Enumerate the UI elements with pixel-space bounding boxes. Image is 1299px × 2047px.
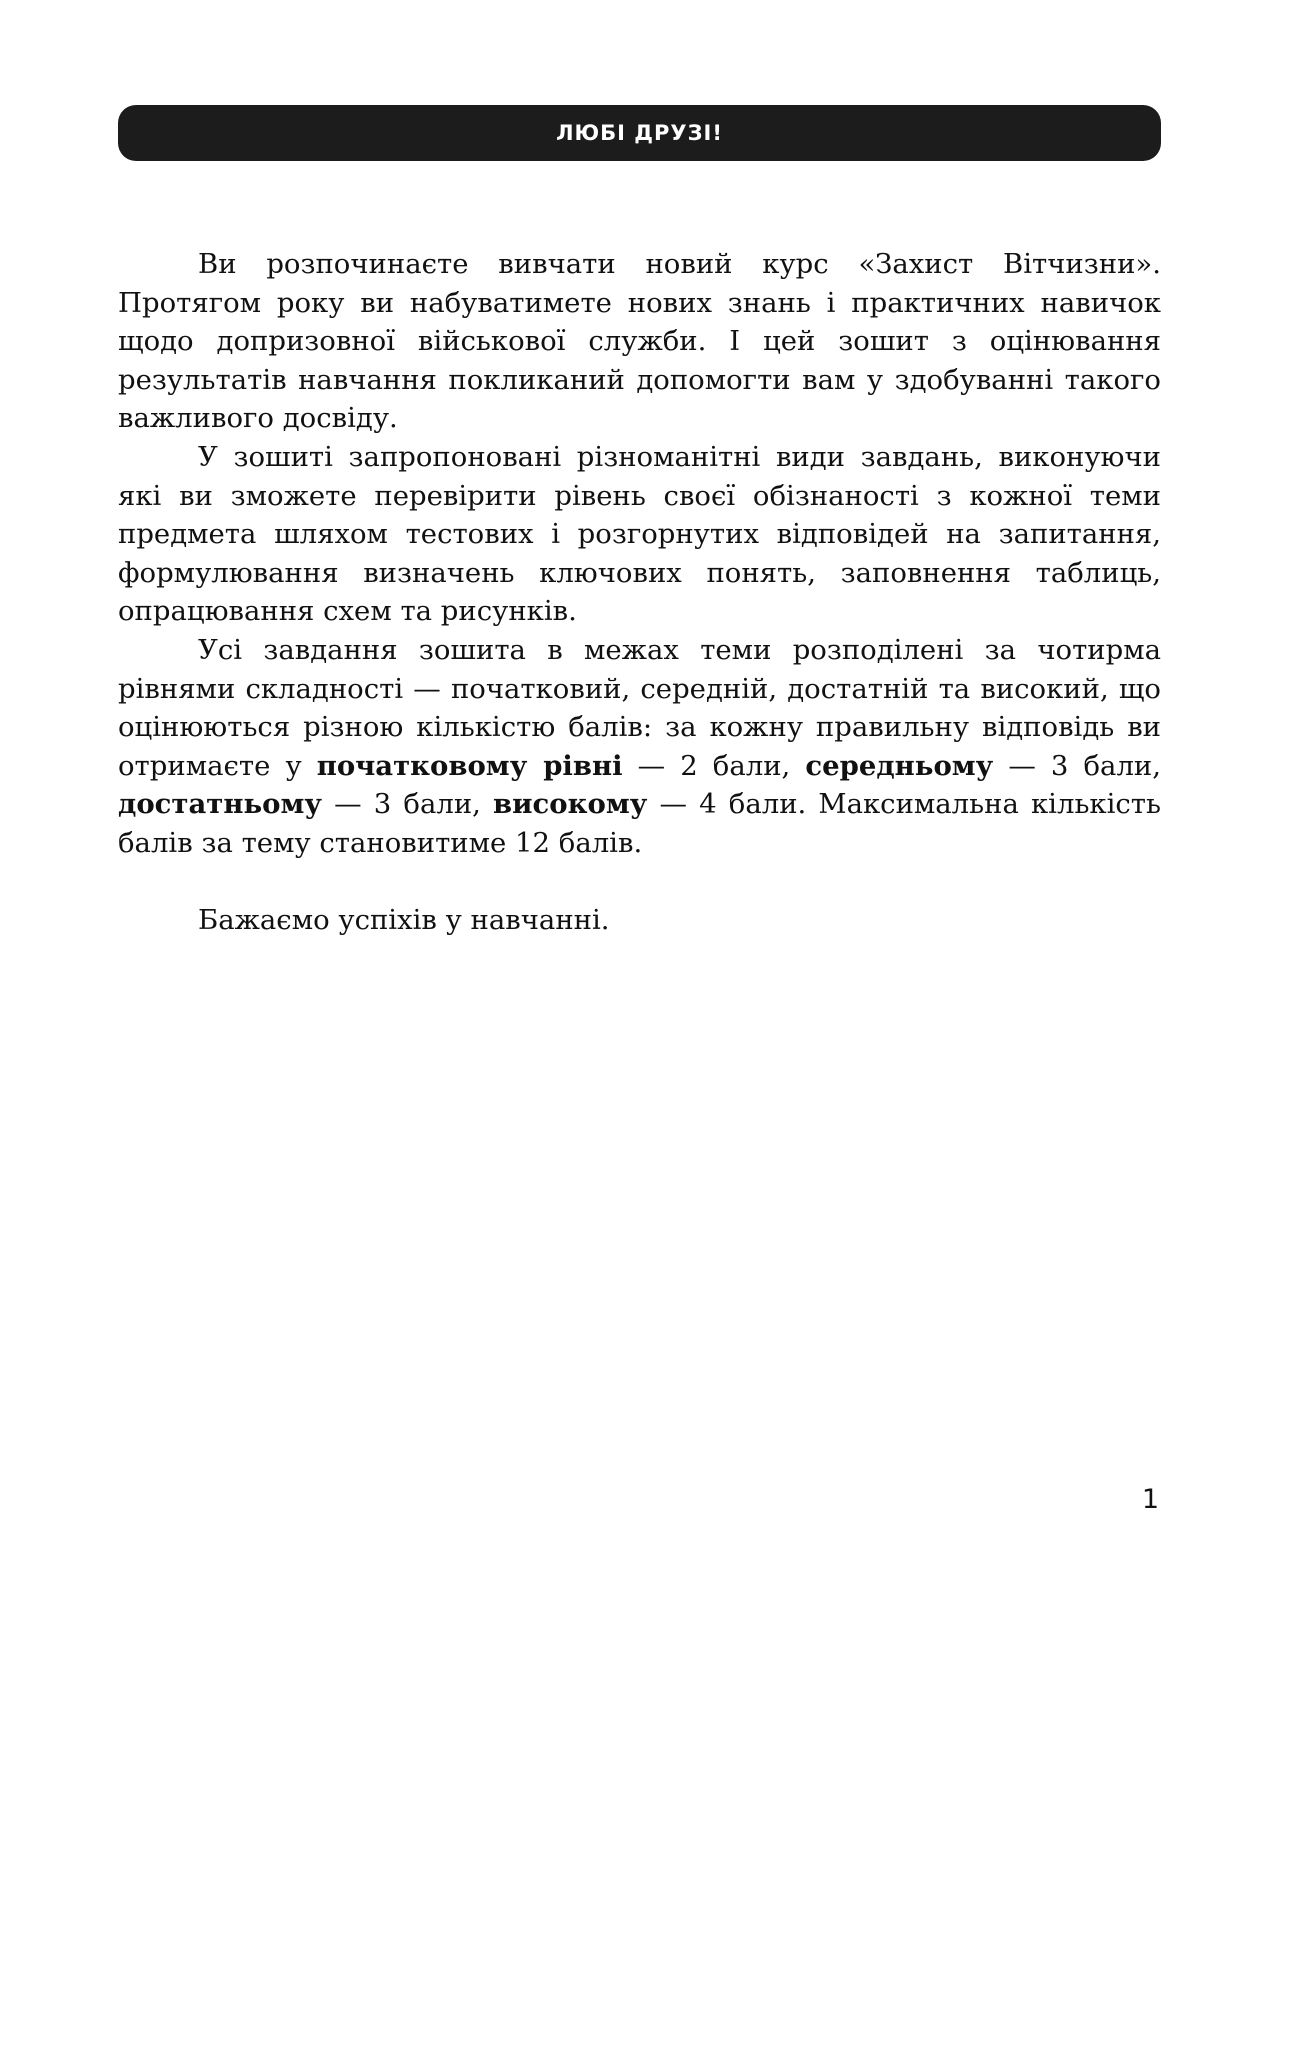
paragraph-levels [118, 631, 1161, 863]
closing-wish: Бажаємо успіхів у навчанні. [198, 903, 610, 936]
level-high: високому [493, 788, 648, 821]
levels-text-1: Усі завдання зошита в межах теми розподілені за чотирма рівнями складності — початковий, середній, достатній та високий, що оцінюються різною кількістю балів: за кожну правильну відповідь ви отримаєте у [118, 633, 1161, 782]
paragraph-tasks: У зошиті запропоновані різноманітні види завдань, виконуючи які ви зможете перевірити рівень своєї обізнаності з кожної теми предмета шляхом тестових і розгорнутих відповідей на запитання, формулювання визначень ключових понять, заповнення таблиць, опрацювання схем та рисунків. [118, 440, 1161, 628]
level-initial: початковому рівні [316, 749, 623, 782]
body-text [118, 245, 1161, 939]
levels-text-4: — 3 бали, [321, 788, 494, 821]
header-bar [118, 105, 1161, 161]
level-middle: середньому [805, 749, 994, 782]
level-sufficient: достатньому [118, 788, 322, 821]
page-number: 1 [1141, 1484, 1159, 1515]
page-title: ЛЮБІ ДРУЗІ! [556, 121, 723, 145]
levels-text-3: — 3 бали, [993, 749, 1161, 782]
levels-text-2: — 2 бали, [622, 749, 806, 782]
levels-text-5: — 4 бали. Максимальна кількість балів за тему становитиме 12 балів. [118, 788, 1161, 859]
paragraph-intro: Ви розпочинаєте вивчати новий курс «Захист Вітчизни». Протягом року ви набуватимете нових знань і практичних навичок щодо допризовної військової служби. І цей зошит з оцінювання результатів навчання покликаний допомогти вам у здобуванні такого важливого досвіду. [118, 248, 1161, 435]
